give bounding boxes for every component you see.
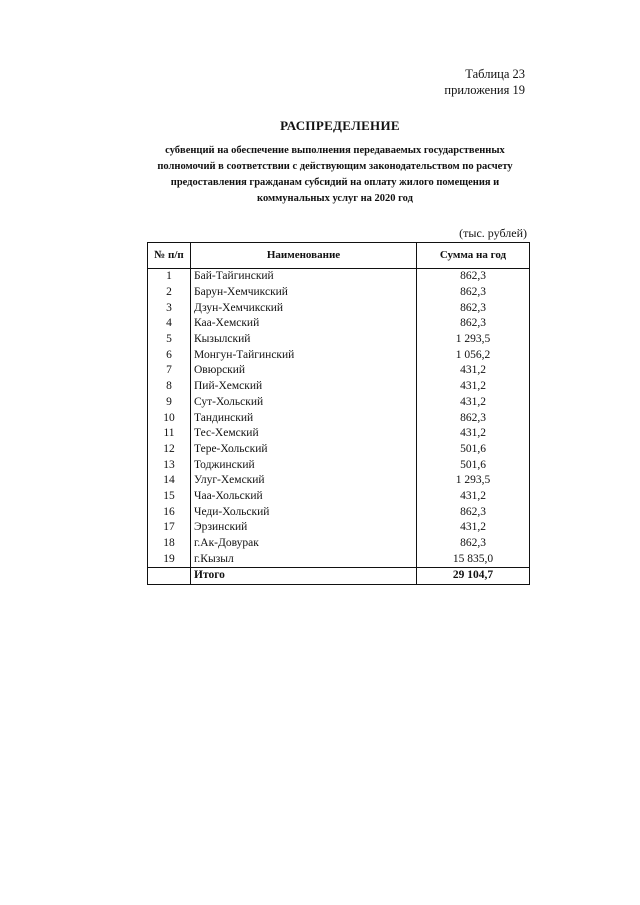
row-name: Тес-Хемский: [191, 426, 417, 442]
row-number: 19: [148, 551, 191, 567]
row-number: 4: [148, 316, 191, 332]
table-row: [148, 269, 530, 285]
row-number: 10: [148, 410, 191, 426]
row-number: 15: [148, 489, 191, 505]
row-number: 8: [148, 379, 191, 395]
table-row: [148, 473, 530, 489]
row-name: Овюрский: [191, 363, 417, 379]
table-reference: [444, 66, 525, 98]
row-number: 6: [148, 347, 191, 363]
row-sum: 1 056,2: [417, 347, 530, 363]
document-title: РАСПРЕДЕЛЕНИЕ: [280, 118, 400, 133]
column-header-number: № п/п: [148, 243, 191, 269]
row-name: г.Кызыл: [191, 551, 417, 567]
row-name: Улуг-Хемский: [191, 473, 417, 489]
table-row: [148, 426, 530, 442]
row-number: 17: [148, 520, 191, 536]
row-sum: 862,3: [417, 316, 530, 332]
total-number: [148, 568, 191, 585]
row-name: Сут-Хольский: [191, 395, 417, 411]
table-row: [148, 363, 530, 379]
row-sum: 1 293,5: [417, 332, 530, 348]
row-sum: 431,2: [417, 520, 530, 536]
row-number: 9: [148, 395, 191, 411]
row-number: 2: [148, 285, 191, 301]
row-name: Пий-Хемский: [191, 379, 417, 395]
table-row: [148, 300, 530, 316]
row-name: Дзун-Хемчикский: [191, 300, 417, 316]
distribution-table: [147, 242, 530, 585]
table-row: [148, 395, 530, 411]
table-row: [148, 316, 530, 332]
units-label: (тыс. рублей): [459, 226, 527, 240]
row-sum: 862,3: [417, 269, 530, 285]
row-number: 3: [148, 300, 191, 316]
row-number: 18: [148, 536, 191, 552]
table-row: [148, 285, 530, 301]
appendix-number: приложения 19: [444, 83, 525, 97]
row-sum: 15 835,0: [417, 551, 530, 567]
row-sum: 501,6: [417, 442, 530, 458]
row-number: 16: [148, 504, 191, 520]
row-name: Тоджинский: [191, 457, 417, 473]
table-row: [148, 332, 530, 348]
total-row: [148, 568, 530, 585]
row-name: Кызылский: [191, 332, 417, 348]
row-number: 1: [148, 269, 191, 285]
table-header-row: [148, 243, 530, 269]
table-row: [148, 379, 530, 395]
row-sum: 862,3: [417, 504, 530, 520]
row-name: Барун-Хемчикский: [191, 285, 417, 301]
row-sum: 862,3: [417, 410, 530, 426]
table-number: Таблица 23: [465, 67, 525, 81]
row-name: Эрзинский: [191, 520, 417, 536]
table-row: [148, 457, 530, 473]
row-sum: 431,2: [417, 395, 530, 411]
row-number: 5: [148, 332, 191, 348]
row-name: Монгун-Тайгинский: [191, 347, 417, 363]
row-number: 12: [148, 442, 191, 458]
row-sum: 862,3: [417, 536, 530, 552]
row-number: 13: [148, 457, 191, 473]
total-label: Итого: [191, 568, 417, 585]
table-row: [148, 551, 530, 567]
table-row: [148, 442, 530, 458]
table-row: [148, 410, 530, 426]
table-row: [148, 504, 530, 520]
column-header-name: Наименование: [191, 243, 417, 269]
row-name: Тандинский: [191, 410, 417, 426]
row-sum: 431,2: [417, 426, 530, 442]
column-header-sum: Сумма на год: [417, 243, 530, 269]
row-name: Чаа-Хольский: [191, 489, 417, 505]
row-sum: 431,2: [417, 363, 530, 379]
row-name: Тере-Хольский: [191, 442, 417, 458]
row-name: Каа-Хемский: [191, 316, 417, 332]
row-sum: 431,2: [417, 379, 530, 395]
table-body: [148, 269, 530, 585]
row-name: г.Ак-Довурак: [191, 536, 417, 552]
row-number: 11: [148, 426, 191, 442]
row-sum: 862,3: [417, 300, 530, 316]
document-subtitle: субвенций на обеспечение выполнения передаваемых государственных полномочий в соответствии с действующим законодательством по расчету предоставления гражданам субсидий на оплату жилого помещения и коммунальных услуг на 2020 год: [157, 145, 513, 204]
row-sum: 501,6: [417, 457, 530, 473]
total-sum: 29 104,7: [417, 568, 530, 585]
row-sum: 431,2: [417, 489, 530, 505]
row-name: Бай-Тайгинский: [191, 269, 417, 285]
row-sum: 862,3: [417, 285, 530, 301]
row-name: Чеди-Хольский: [191, 504, 417, 520]
row-sum: 1 293,5: [417, 473, 530, 489]
row-number: 14: [148, 473, 191, 489]
row-number: 7: [148, 363, 191, 379]
table-row: [148, 520, 530, 536]
table-row: [148, 536, 530, 552]
table-row: [148, 347, 530, 363]
table-row: [148, 489, 530, 505]
